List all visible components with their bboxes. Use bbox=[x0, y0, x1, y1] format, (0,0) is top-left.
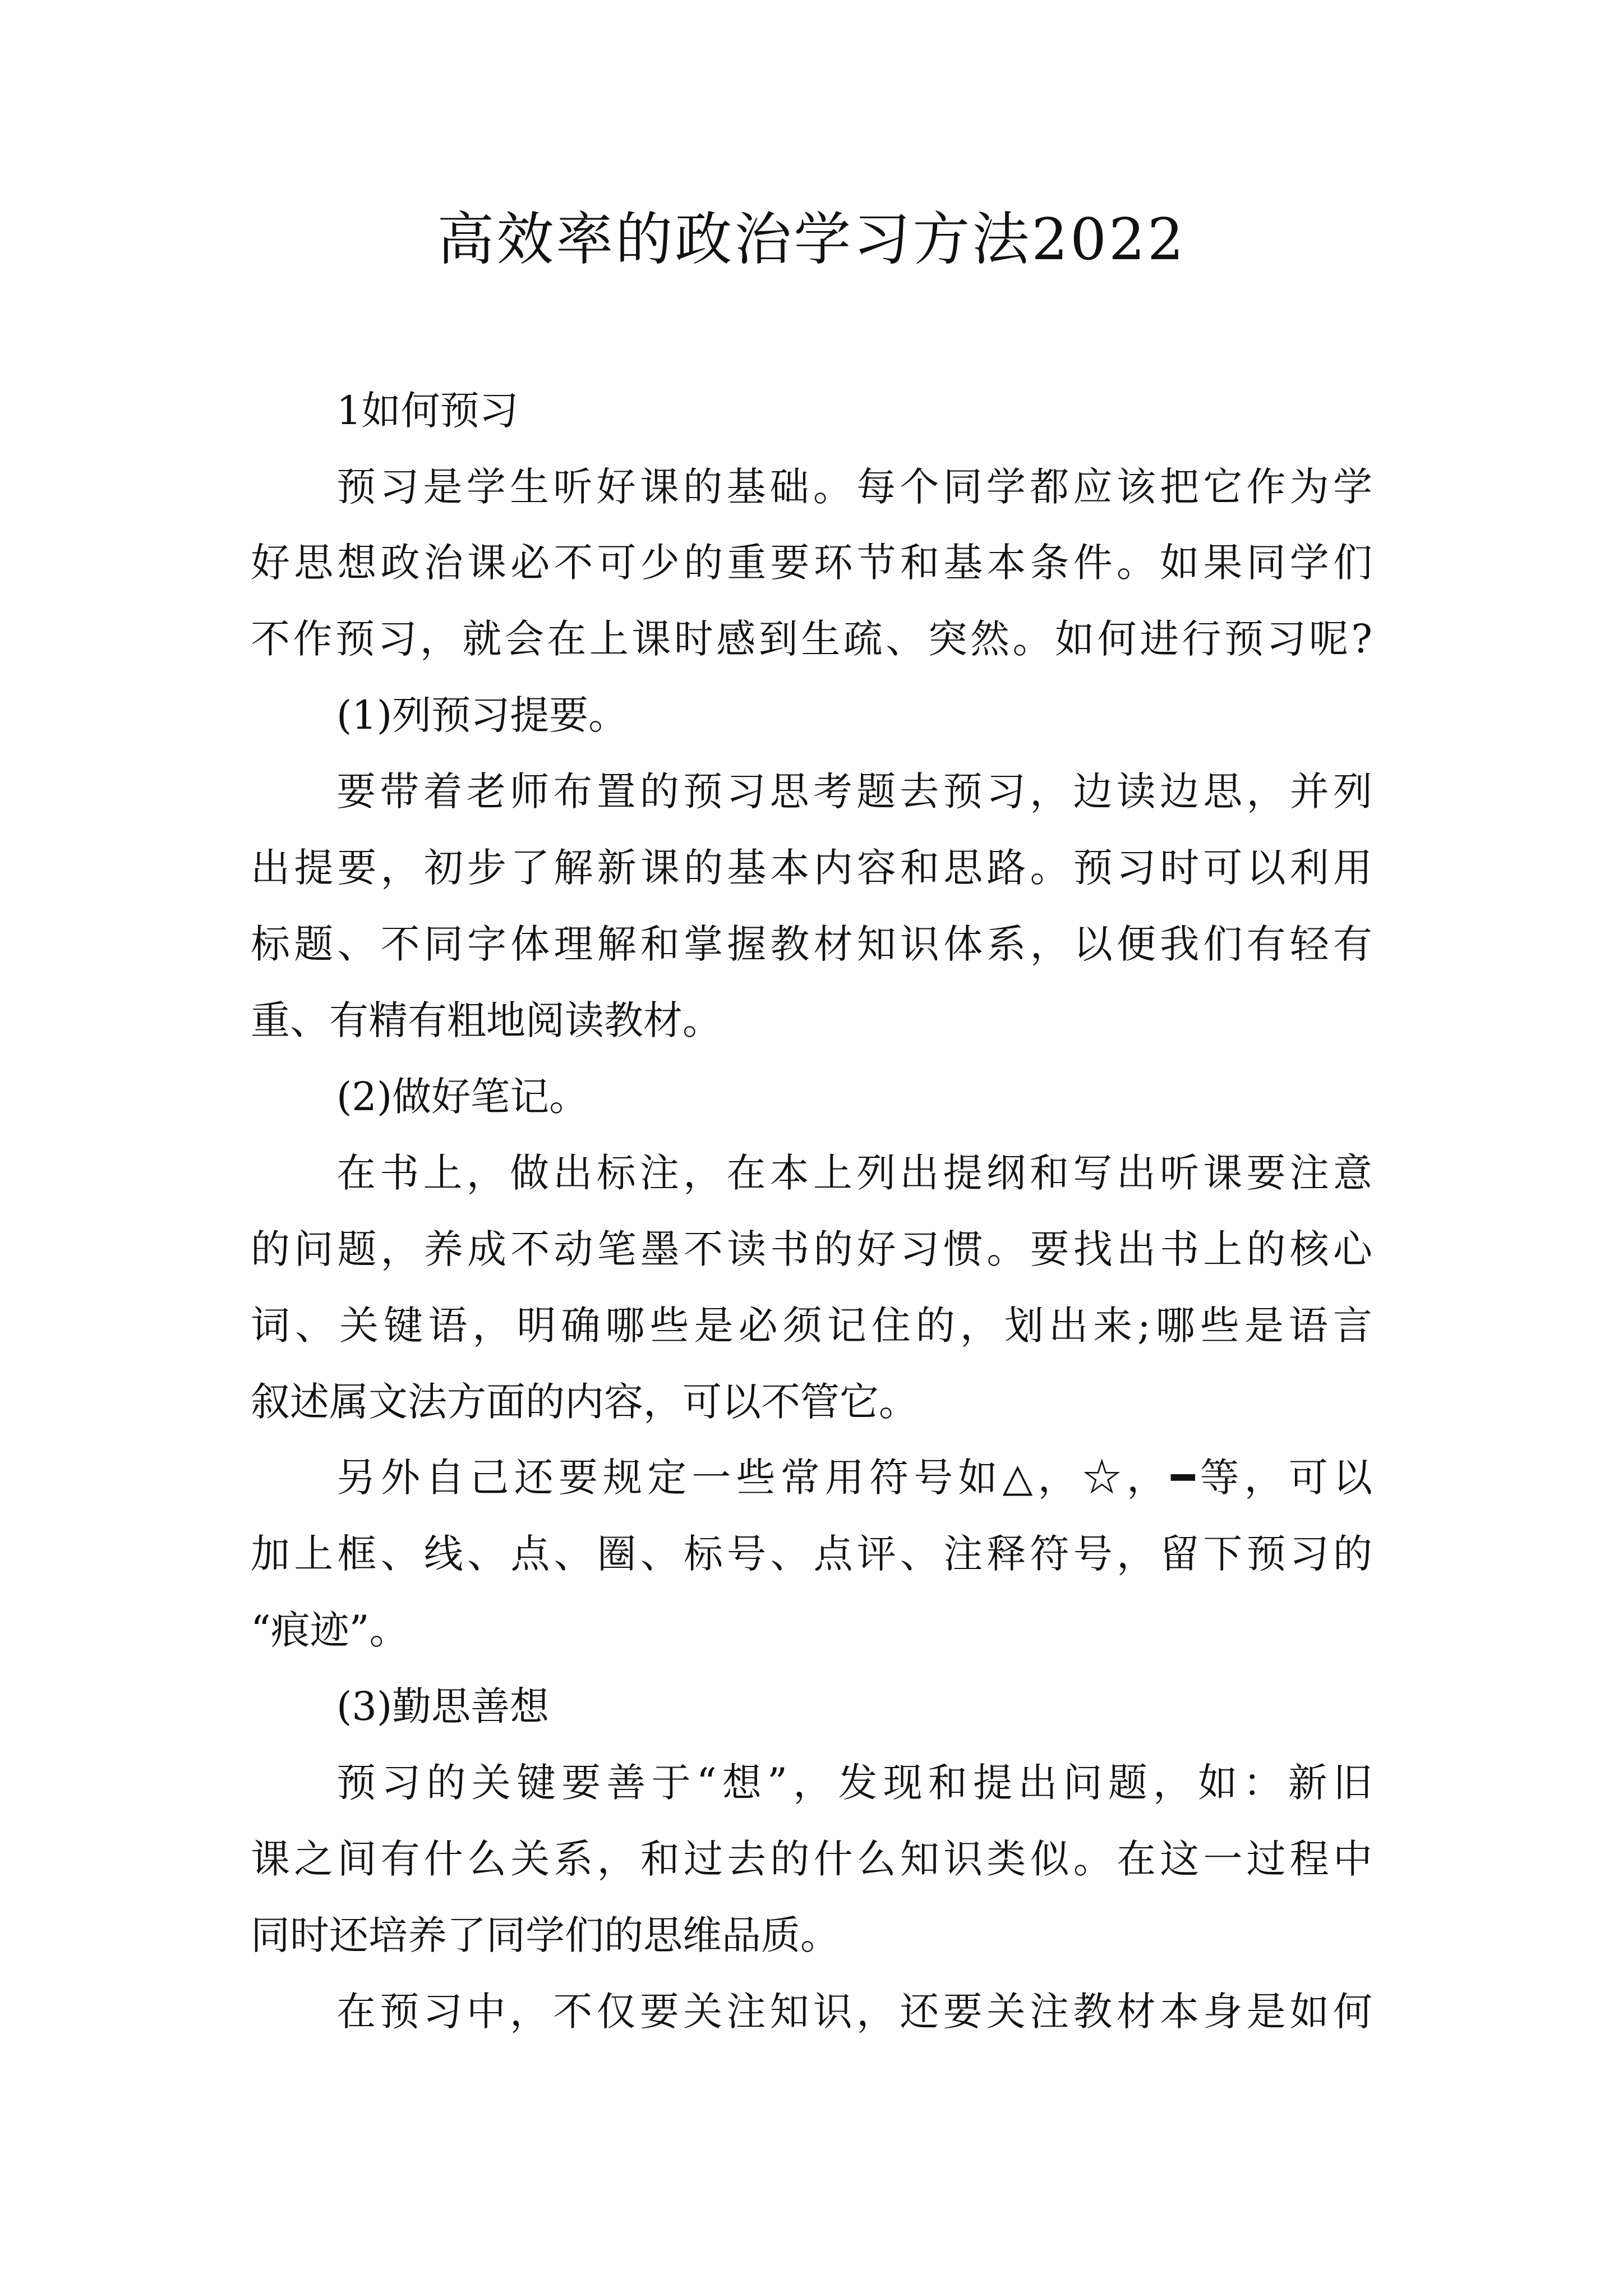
paragraph-line: 在书上，做出标注，在本上列出提纲和写出听课要注意 bbox=[336, 1150, 1372, 1196]
paragraph-line: 好思想政治课必不可少的重要环节和基本条件。如果同学们 bbox=[251, 540, 1372, 586]
paragraph-line: 重、有精有粗地阅读教材。 bbox=[251, 997, 722, 1043]
paragraph-line: 叙述属文法方面的内容，可以不管它。 bbox=[251, 1379, 918, 1425]
paragraph-line: 在预习中，不仅要关注知识，还要关注教材本身是如何 bbox=[336, 1989, 1372, 2035]
paragraph-line: 标题、不同字体理解和掌握教材知识体系，以便我们有轻有 bbox=[251, 921, 1372, 967]
paragraph-line: 词、关键语，明确哪些是必须记住的，划出来;哪些是语言 bbox=[251, 1303, 1372, 1349]
paragraph-line: 不作预习，就会在上课时感到生疏、突然。如何进行预习呢? bbox=[251, 616, 1372, 662]
paragraph-line: 课之间有什么关系，和过去的什么知识类似。在这一过程中 bbox=[251, 1836, 1372, 1882]
paragraph-line: 预习的关键要善于“想”，发现和提出问题，如：新旧 bbox=[336, 1760, 1372, 1806]
paragraph-line: 要带着老师布置的预习思考题去预习，边读边思，并列 bbox=[336, 769, 1372, 815]
paragraph-line: 出提要，初步了解新课的基本内容和思路。预习时可以利用 bbox=[251, 845, 1372, 891]
subheading-2: (2)做好笔记。 bbox=[336, 1074, 589, 1120]
paragraph-line: 加上框、线、点、圈、标号、点评、注释符号，留下预习的 bbox=[251, 1531, 1372, 1577]
paragraph-line: 预习是学生听好课的基础。每个同学都应该把它作为学 bbox=[336, 464, 1372, 510]
paragraph-line: 另外自己还要规定一些常用符号如△，☆，━等，可以 bbox=[336, 1455, 1372, 1501]
subheading-3: (3)勤思善想 bbox=[336, 1683, 550, 1729]
document-title: 高效率的政治学习方法2022 bbox=[437, 206, 1186, 273]
paragraph-line: 同时还培养了同学们的思维品质。 bbox=[251, 1912, 840, 1958]
paragraph-line: 的问题，养成不动笔墨不读书的好习惯。要找出书上的核心 bbox=[251, 1226, 1372, 1272]
section-heading-preview: 1如何预习 bbox=[336, 388, 519, 434]
subheading-1: (1)列预习提要。 bbox=[336, 692, 628, 738]
paragraph-line: “痕迹”。 bbox=[251, 1607, 409, 1653]
